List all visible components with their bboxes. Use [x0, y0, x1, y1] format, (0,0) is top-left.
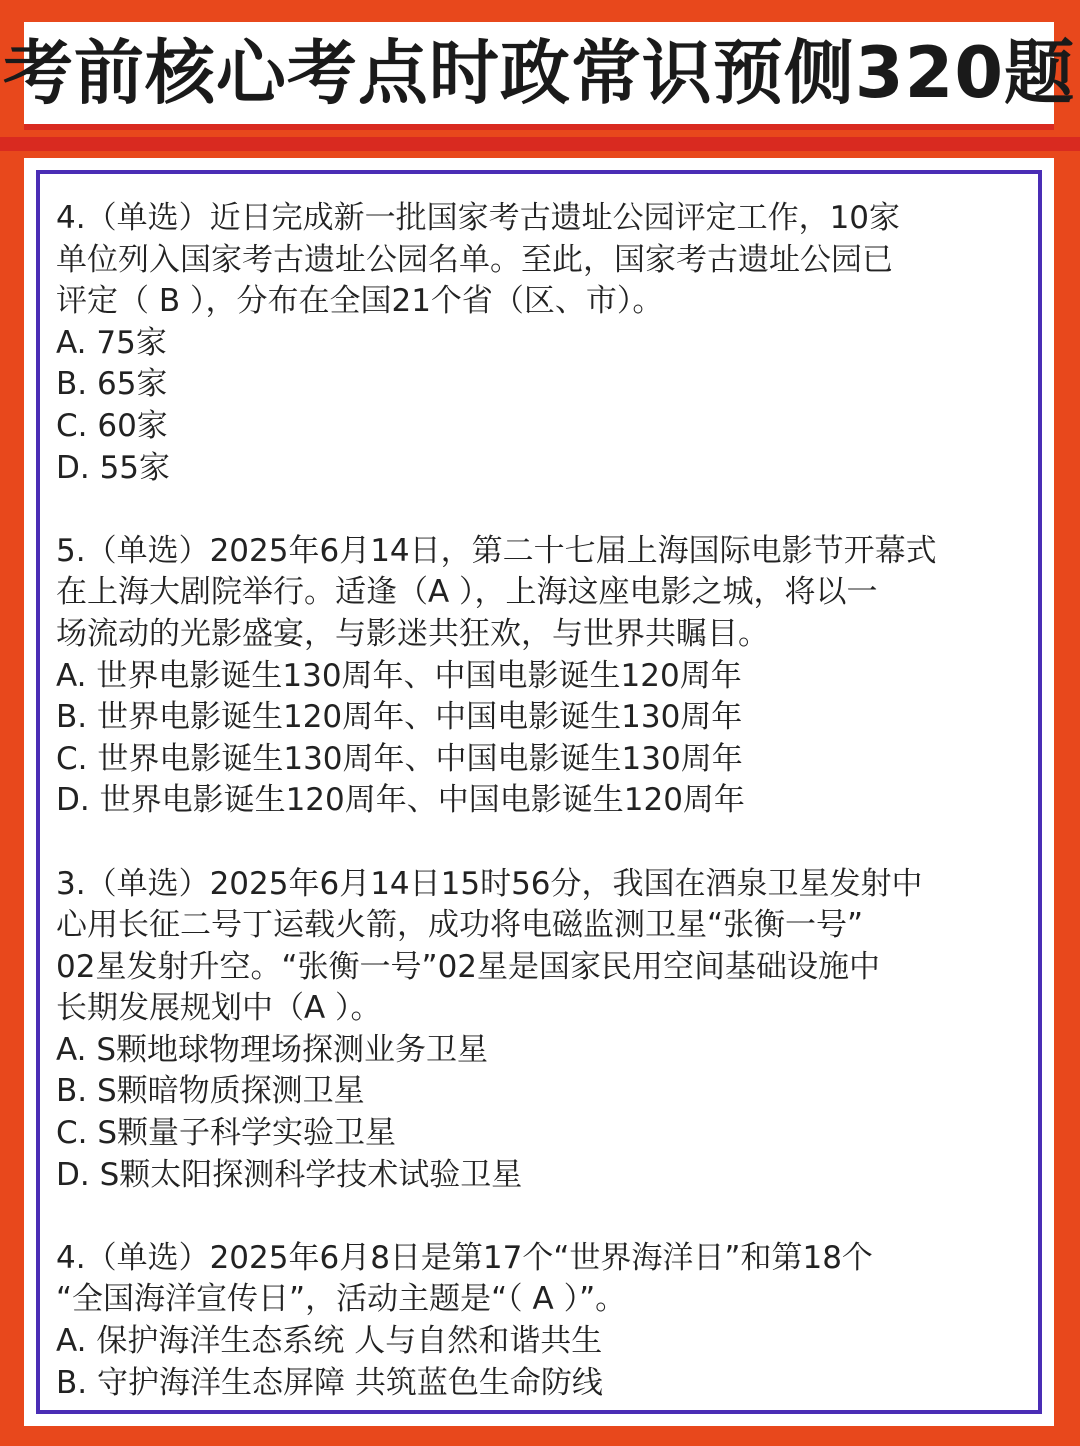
question-stem-line: 单位列入国家考古遗址公园名单。至此，国家考古遗址公园已 [56, 241, 893, 278]
question-block [56, 864, 1024, 1197]
question-stem-line: 长期发展规划中（A ）。 [56, 990, 382, 1027]
answer-option: C. S颗量子科学实验卫星 [56, 1115, 397, 1152]
title-divider-strip [0, 137, 1080, 151]
answer-option: A. 世界电影诞生130周年、中国电影诞生120周年 [56, 657, 742, 694]
content-card [24, 158, 1054, 1426]
question-stem-line: 02星发射升空。“张衡一号”02星是国家民用空间基础设施中 [56, 948, 881, 985]
question-stem-line: 4.（单选）2025年6月8日是第17个“世界海洋日”和第18个 [56, 1239, 873, 1276]
question-stem-line: 4.（单选）近日完成新一批国家考古遗址公园评定工作，10家 [56, 200, 901, 236]
content-border [36, 170, 1042, 1414]
question-stem-line: 在上海大剧院举行。适逢（A ），上海这座电影之城，将以一 [56, 574, 878, 611]
question-stem-line: “全国海洋宣传日”，活动主题是“（ A ）”。 [56, 1281, 627, 1318]
answer-option: D. 世界电影诞生120周年、中国电影诞生120周年 [56, 782, 745, 819]
question-list [56, 198, 1024, 1446]
answer-option: A. 保护海洋生态系统 人与自然和谐共生 [56, 1323, 603, 1360]
answer-option: B. 65家 [56, 366, 168, 403]
question-stem-line: 心用长征二号丁运载火箭，成功将电磁监测卫星“张衡一号” [56, 907, 864, 944]
title-banner [2, 22, 1076, 130]
question-stem-line: 5.（单选）2025年6月14日，第二十七届上海国际电影节开幕式 [56, 532, 937, 569]
answer-option: B. S颗暗物质探测卫星 [56, 1073, 365, 1110]
answer-option: B. 世界电影诞生120周年、中国电影诞生130周年 [56, 699, 743, 736]
answer-option: A. S颗地球物理场探测业务卫星 [56, 1031, 489, 1068]
answer-option: D. 55家 [56, 449, 171, 486]
question-stem-line: 评定（ B ），分布在全国21个省（区、市）。 [56, 283, 664, 320]
page-title: 考前核心考点时政常识预侧320题 [2, 32, 1076, 114]
question-block [56, 198, 1024, 489]
answer-option: D. S颗太阳探测科学技术试验卫星 [56, 1156, 523, 1193]
question-block [56, 1238, 1024, 1404]
answer-option: A. 75家 [56, 324, 167, 361]
answer-option: C. 60家 [56, 407, 168, 444]
answer-option: C. 世界电影诞生130周年、中国电影诞生130周年 [56, 740, 743, 777]
answer-option: B. 守护海洋生态屏障 共筑蓝色生命防线 [56, 1364, 603, 1401]
question-stem-line: 场流动的光影盛宴，与影迷共狂欢，与世界共瞩目。 [56, 615, 769, 652]
question-block [56, 531, 1024, 822]
question-stem-line: 3.（单选）2025年6月14日15时56分，我国在酒泉卫星发射中 [56, 865, 923, 902]
